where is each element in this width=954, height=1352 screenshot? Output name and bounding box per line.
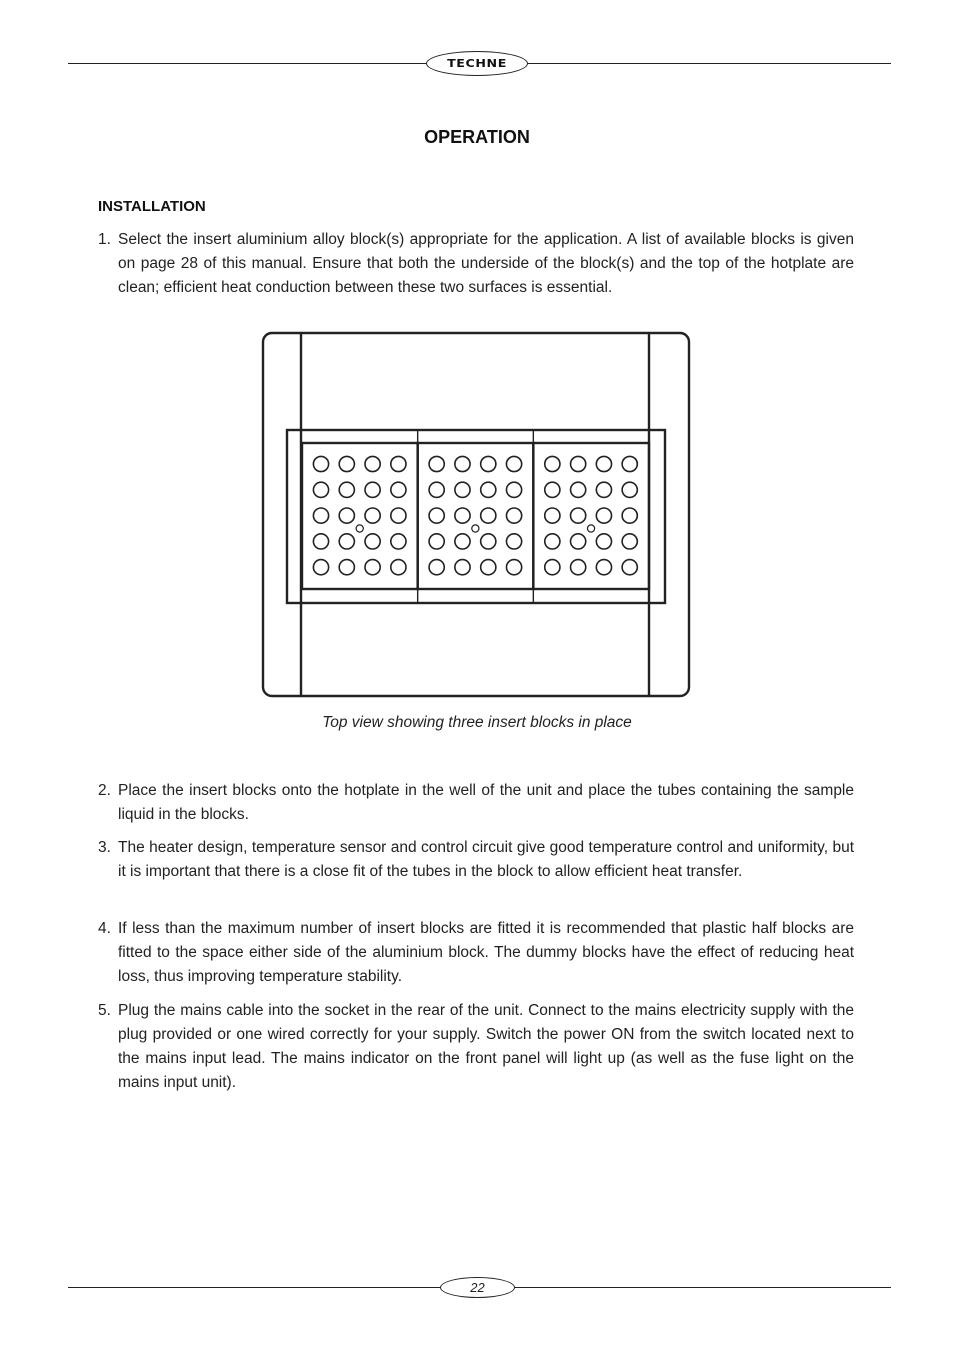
tube-hole [455,482,470,497]
tube-hole [313,456,328,471]
tube-hole [339,560,354,575]
insert-block [418,443,534,589]
tube-hole [339,534,354,549]
section-heading: INSTALLATION [98,198,206,215]
tube-hole [365,456,380,471]
tube-hole [481,482,496,497]
tube-hole [545,560,560,575]
tube-hole [545,508,560,523]
tube-hole [571,534,586,549]
tube-hole [313,508,328,523]
step-number: 5. [98,1002,111,1019]
tube-hole [365,534,380,549]
step-4 [98,917,854,989]
step-5 [98,999,854,1095]
hotplate-well [287,430,665,603]
tube-hole [506,534,521,549]
logo-text: TECHNE [447,57,507,70]
step-2 [98,779,854,827]
tube-hole [339,508,354,523]
page-title: OPERATION [424,127,530,147]
tube-hole [622,508,637,523]
sensor-hole [356,525,363,532]
tube-hole [622,560,637,575]
tube-hole [339,482,354,497]
tube-hole [506,508,521,523]
tube-hole [391,456,406,471]
insert-block [302,443,418,589]
step-1 [98,228,854,300]
tube-hole [545,456,560,471]
unit-outline [263,333,689,696]
tube-hole [506,560,521,575]
tube-hole [429,560,444,575]
tube-hole [313,482,328,497]
sensor-hole [472,525,479,532]
step-text: The heater design, temperature sensor and control circuit give good temperature control and uniformity, but it is important that there is a close fit of the tubes in the block to allow efficient heat transfer. [118,839,854,880]
tube-hole [481,534,496,549]
tube-hole [622,482,637,497]
tube-hole [455,560,470,575]
tube-hole [429,508,444,523]
step-text: Place the insert blocks onto the hotplate in the well of the unit and place the tubes containing the sample liquid in the blocks. [118,782,854,823]
tube-hole [339,456,354,471]
sensor-hole [587,525,594,532]
tube-hole [455,508,470,523]
tube-hole [455,534,470,549]
tube-hole [596,456,611,471]
tube-hole [481,508,496,523]
tube-hole [545,482,560,497]
tube-hole [391,508,406,523]
tube-hole [391,482,406,497]
step-text: Select the insert aluminium alloy block(s) appropriate for the application. A list of available blocks is given on page 28 of this manual. Ensure that both the underside of the block(s) and the top of the hotplate are clean; efficient heat conduction between these two surfaces is essential. [118,231,854,296]
techne-logo [426,51,528,76]
insert-blocks-figure [260,330,693,700]
tube-hole [596,534,611,549]
step-number: 2. [98,782,111,799]
tube-hole [596,508,611,523]
tube-hole [429,482,444,497]
tube-hole [391,560,406,575]
step-number: 3. [98,839,111,856]
tube-hole [571,560,586,575]
tube-hole [365,482,380,497]
tube-hole [429,534,444,549]
step-text: If less than the maximum number of insert blocks are fitted it is recommended that plastic half blocks are fitted to the space either side of the aluminium block. The dummy blocks have the effect of reducing heat loss, thus improving temperature stability. [118,920,854,985]
page-number: 22 [470,1280,485,1295]
tube-hole [545,534,560,549]
page-number-badge [440,1277,515,1298]
tube-hole [313,534,328,549]
tube-hole [391,534,406,549]
figure-caption: Top view showing three insert blocks in place [322,714,632,731]
tube-hole [365,508,380,523]
insert-block [533,443,649,589]
tube-hole [313,560,328,575]
tube-hole [365,560,380,575]
tube-hole [481,456,496,471]
step-number: 1. [98,231,111,248]
tube-hole [571,508,586,523]
tube-hole [481,560,496,575]
step-3 [98,836,854,884]
tube-hole [571,456,586,471]
tube-hole [622,456,637,471]
tube-hole [571,482,586,497]
tube-hole [596,482,611,497]
tube-hole [506,456,521,471]
tube-hole [596,560,611,575]
step-number: 4. [98,920,111,937]
tube-hole [429,456,444,471]
step-text: Plug the mains cable into the socket in the rear of the unit. Connect to the mains electricity supply with the plug provided or one wired correctly for your supply. Switch the power ON from the switch located next to the mains input lead. The mains indicator on the front panel will light up (as well as the fuse light on the mains input unit). [118,1002,854,1091]
tube-hole [455,456,470,471]
tube-hole [622,534,637,549]
tube-hole [506,482,521,497]
